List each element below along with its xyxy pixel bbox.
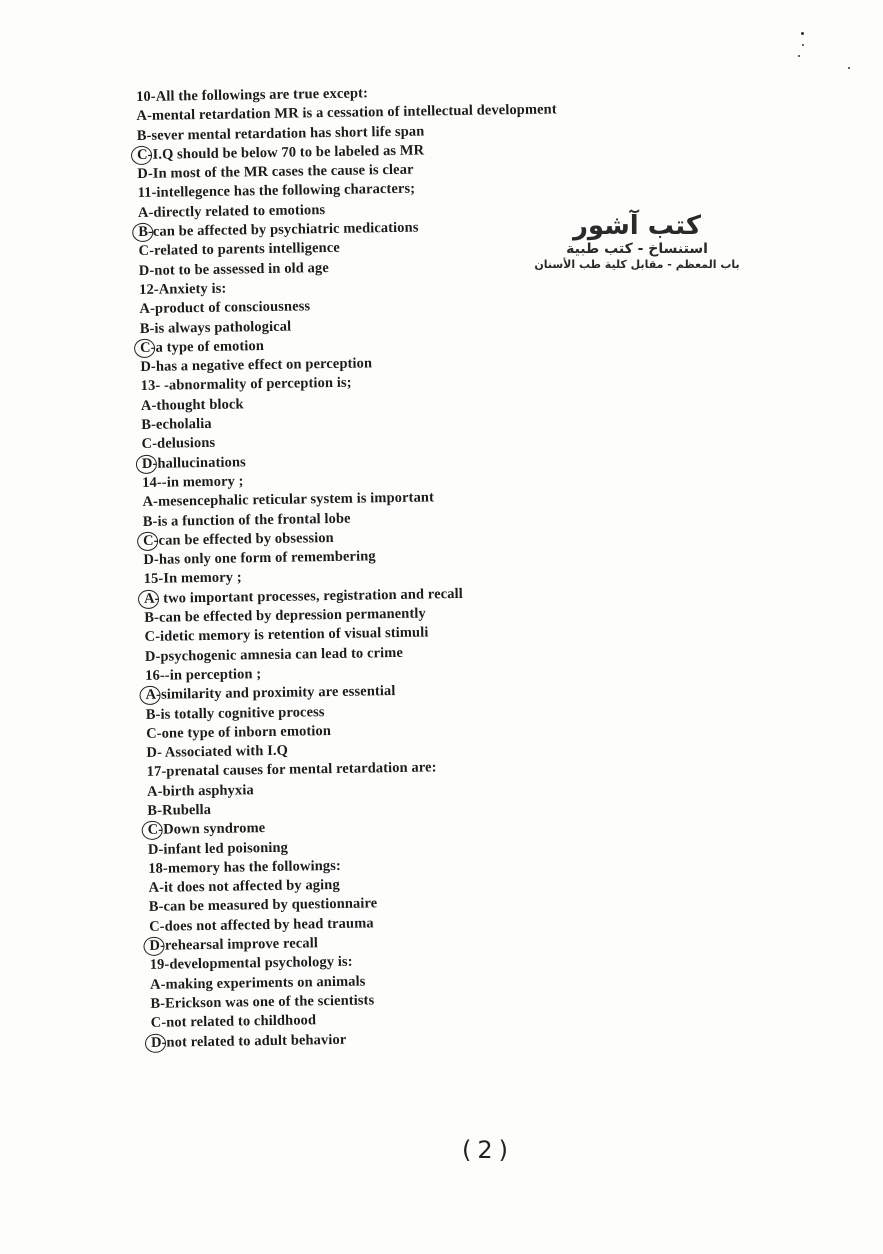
question-line: 12-Anxiety is: (139, 280, 227, 298)
question-line: A-thought block (140, 396, 244, 414)
question-line: 17-prenatal causes for mental retardation are: (146, 759, 437, 781)
circled-answer-line: A- two important processes, registration and recall (144, 581, 664, 608)
question-line: C-not related to childhood (150, 1012, 317, 1032)
stamp-subtitle: استنساخ - كتب طبية (566, 241, 708, 257)
stamp-title: كتب آشور (572, 211, 702, 241)
question-line: C-related to parents intelligence (138, 240, 340, 260)
question-line: B-can be effected by depression permanently (144, 605, 426, 626)
question-line: D-has a negative effect on perception (140, 355, 373, 376)
question-line: B-echolalia (141, 415, 212, 434)
circled-answer-line: D-rehearsal improve recall (149, 929, 669, 956)
question-line: C-one type of inborn emotion (146, 722, 332, 742)
question-line: A-birth asphyxia (146, 781, 254, 800)
question-line: A-it does not affected by aging (148, 877, 340, 897)
scan-speck (798, 55, 800, 57)
question-line: 10-All the followings are true except: (136, 85, 369, 105)
stamp-address: باب المعظم - مقابل كلية طب الأسنان (534, 258, 740, 271)
question-line: B-sever mental retardation has short life span (136, 123, 425, 144)
question-line: B-Erickson was one of the scientists (150, 992, 375, 1012)
circled-answer-line: B-can be affected by psychiatric medications (138, 215, 658, 242)
scan-speck (802, 44, 804, 46)
question-line: 15-In memory ; (143, 569, 242, 588)
question-line: B-is totally cognitive process (145, 703, 325, 723)
scan-speck (848, 67, 850, 69)
question-line: A-product of consciousness (139, 298, 311, 318)
question-line: D-has only one form of remembering (143, 548, 376, 569)
question-line: 13- -abnormality of perception is; (140, 375, 352, 395)
question-line: B-is always pathological (139, 318, 292, 337)
question-line: 14--in memory ; (142, 473, 244, 491)
circled-answer-line: C-a type of emotion (140, 331, 660, 358)
question-line: 19-developmental psychology is: (149, 954, 353, 974)
question-line: C-does not affected by head trauma (149, 915, 374, 935)
question-line: D-infant led poisoning (147, 839, 289, 858)
circled-answer-line: D-hallucinations (142, 446, 662, 473)
question-line: C-idetic memory is retention of visual stimuli (144, 624, 429, 646)
circled-answer-line: A-similarity and proximity are essential (145, 678, 665, 705)
question-line: 11-intellegence has the following characters; (137, 181, 416, 202)
question-line: D-not to be assessed in old age (138, 259, 329, 279)
question-line: D-psychogenic amnesia can lead to crime (144, 644, 404, 665)
question-line: 16--in perception ; (145, 666, 262, 684)
question-line: D-In most of the MR cases the cause is clear (137, 161, 414, 183)
question-line: A-making experiments on animals (149, 973, 366, 993)
circled-answer-line: C-Down syndrome (148, 813, 668, 840)
page-number: (2) (462, 1136, 514, 1164)
question-line: D- Associated with I.Q (146, 742, 289, 762)
circled-answer-line: D-not related to adult behavior (151, 1025, 671, 1052)
circled-answer-line: C-I.Q should be below 70 to be labeled as MR (137, 138, 657, 165)
question-line: A-directly related to emotions (137, 201, 326, 221)
question-line: C-delusions (141, 435, 216, 453)
question-line: 18-memory has the followings: (148, 857, 341, 877)
question-line: A-mental retardation MR is a cessation of intellectual development (136, 101, 557, 125)
question-line: B-Rubella (147, 801, 212, 819)
question-line: A-mesencephalic reticular system is important (142, 489, 435, 511)
circled-answer-line: C-can be effected by obsession (143, 524, 663, 551)
question-line: B-is a function of the frontal lobe (142, 510, 351, 530)
question-line: B-can be measured by questionnaire (148, 895, 378, 916)
bookshop-stamp (522, 212, 752, 282)
scan-speck (801, 32, 804, 35)
